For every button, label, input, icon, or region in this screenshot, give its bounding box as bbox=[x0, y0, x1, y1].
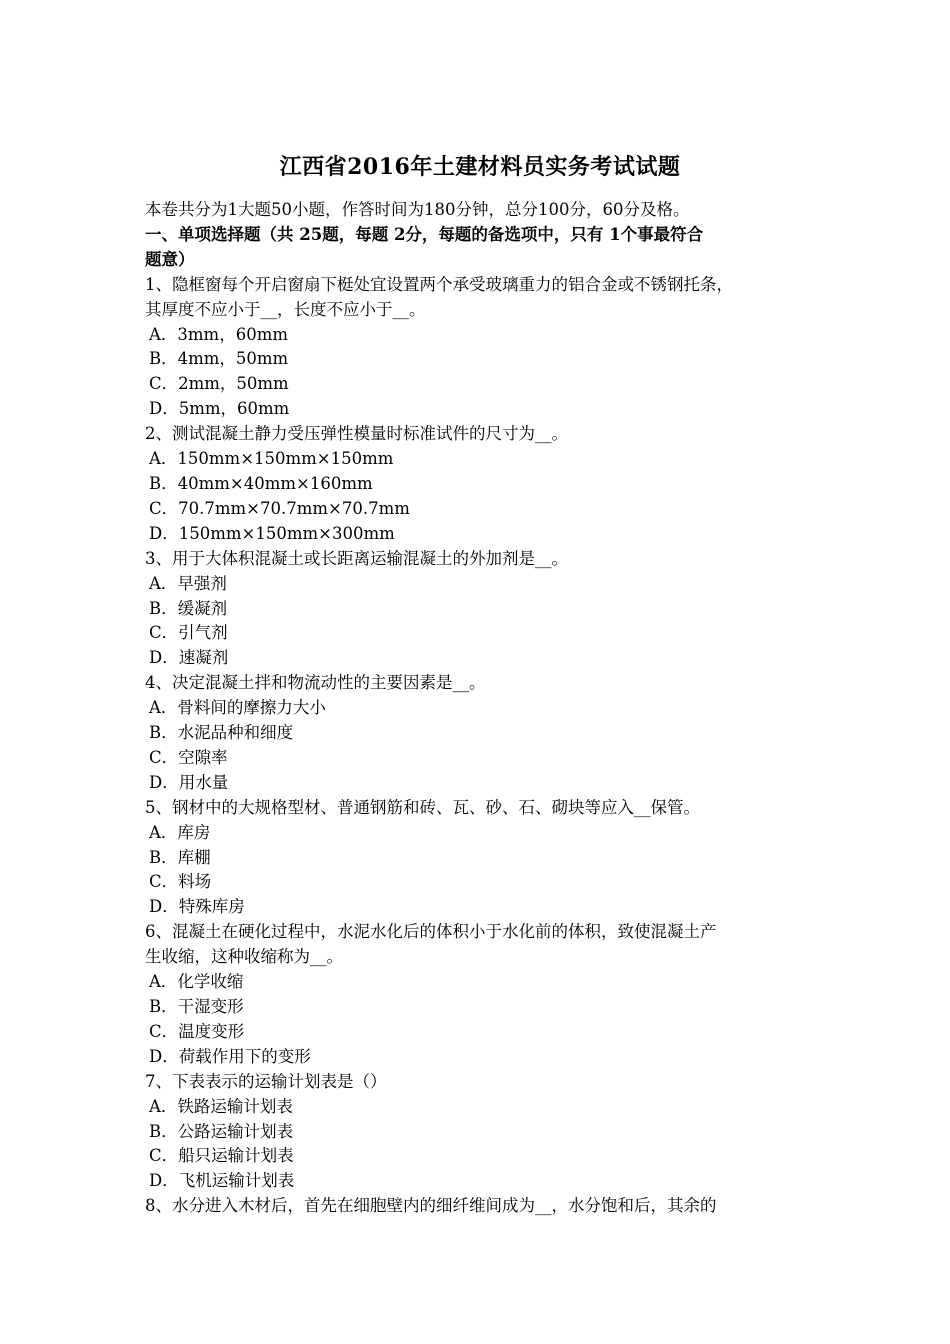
answer-option: D．飞机运输计划表 bbox=[149, 1171, 295, 1191]
answer-option: A．骨料间的摩擦力大小 bbox=[149, 698, 326, 718]
answer-option: A．库房 bbox=[149, 822, 211, 842]
section-heading: 一、单项选择题（共 25题，每题 2分，每题的备选项中，只有 1个事最符合 bbox=[145, 224, 704, 244]
answer-option: B．水泥品种和细度 bbox=[149, 723, 294, 743]
answer-option: B．库棚 bbox=[149, 847, 211, 867]
answer-option: B．干湿变形 bbox=[149, 997, 244, 1016]
answer-option: C．料场 bbox=[149, 872, 212, 892]
question-item bbox=[145, 273, 815, 422]
question-item bbox=[145, 671, 815, 796]
answer-option: A．铁路运输计划表 bbox=[149, 1096, 293, 1116]
answer-option: C．2mm，50mm bbox=[149, 374, 289, 394]
answer-option: B．40mm×40mm×160mm bbox=[149, 473, 373, 493]
question-stem: 2、测试混凝土静力受压弹性模量时标准试件的尺寸为__。 bbox=[145, 424, 568, 444]
question-stem: 5、钢材中的大规格型材、普通钢筋和砖、瓦、砂、石、砌块等应入__保管。 bbox=[145, 797, 700, 817]
answer-option: D．特殊库房 bbox=[149, 897, 245, 917]
answer-option: A．化学收缩 bbox=[149, 972, 244, 992]
question-stem: 6、混凝土在硬化过程中，水泥水化后的体积小于水化前的体积，致使混凝土产 bbox=[145, 922, 717, 942]
answer-option: B．缓凝剂 bbox=[149, 598, 228, 618]
question-item bbox=[145, 920, 815, 1069]
answer-option: C．船只运输计划表 bbox=[149, 1146, 294, 1166]
section-heading-cont: 题意） bbox=[145, 249, 195, 269]
answer-option: D．用水量 bbox=[149, 772, 229, 792]
question-stem: 其厚度不应小于__，长度不应小于__。 bbox=[145, 299, 426, 319]
answer-option: C．引气剂 bbox=[149, 623, 228, 643]
question-list bbox=[145, 273, 815, 1219]
question-item bbox=[145, 1070, 815, 1195]
question-stem: 3、用于大体积混凝土或长距离运输混凝土的外加剂是__。 bbox=[145, 548, 568, 568]
answer-option: D．5mm，60mm bbox=[149, 399, 290, 419]
answer-option: D．150mm×150mm×300mm bbox=[149, 523, 395, 543]
question-stem: 7、下表表示的运输计划表是（） bbox=[145, 1071, 387, 1091]
question-stem: 1、隐框窗每个开启窗扇下梃处宜设置两个承受玻璃重力的铝合金或不锈钢托条， bbox=[145, 274, 733, 294]
question-stem: 生收缩，这种收缩称为__。 bbox=[145, 947, 343, 967]
answer-option: A．3mm，60mm bbox=[149, 324, 288, 344]
answer-option: C．空隙率 bbox=[149, 747, 228, 767]
question-item bbox=[145, 422, 815, 547]
document-title: 江西省2016年土建材料员实务考试试题 bbox=[279, 154, 681, 180]
document-page bbox=[145, 150, 815, 1219]
answer-option: C．温度变形 bbox=[149, 1021, 245, 1041]
answer-option: B．4mm，50mm bbox=[149, 349, 289, 369]
question-item bbox=[145, 1194, 815, 1219]
question-stem: 8、水分进入木材后，首先在细胞壁内的细纤维间成为__，水分饱和后，其余的 bbox=[145, 1196, 717, 1216]
answer-option: A．150mm×150mm×150mm bbox=[149, 449, 394, 469]
answer-option: D．荷载作用下的变形 bbox=[149, 1046, 311, 1066]
answer-option: C．70.7mm×70.7mm×70.7mm bbox=[149, 498, 410, 518]
question-item bbox=[145, 547, 815, 672]
answer-option: A．早强剂 bbox=[149, 573, 227, 593]
exam-intro: 本卷共分为1大题50小题，作答时间为180分钟，总分100分，60分及格。 bbox=[145, 200, 690, 219]
answer-option: B．公路运输计划表 bbox=[149, 1121, 294, 1141]
answer-option: D．速凝剂 bbox=[149, 648, 229, 668]
question-stem: 4、决定混凝土拌和物流动性的主要因素是__。 bbox=[145, 673, 486, 693]
question-item bbox=[145, 796, 815, 921]
